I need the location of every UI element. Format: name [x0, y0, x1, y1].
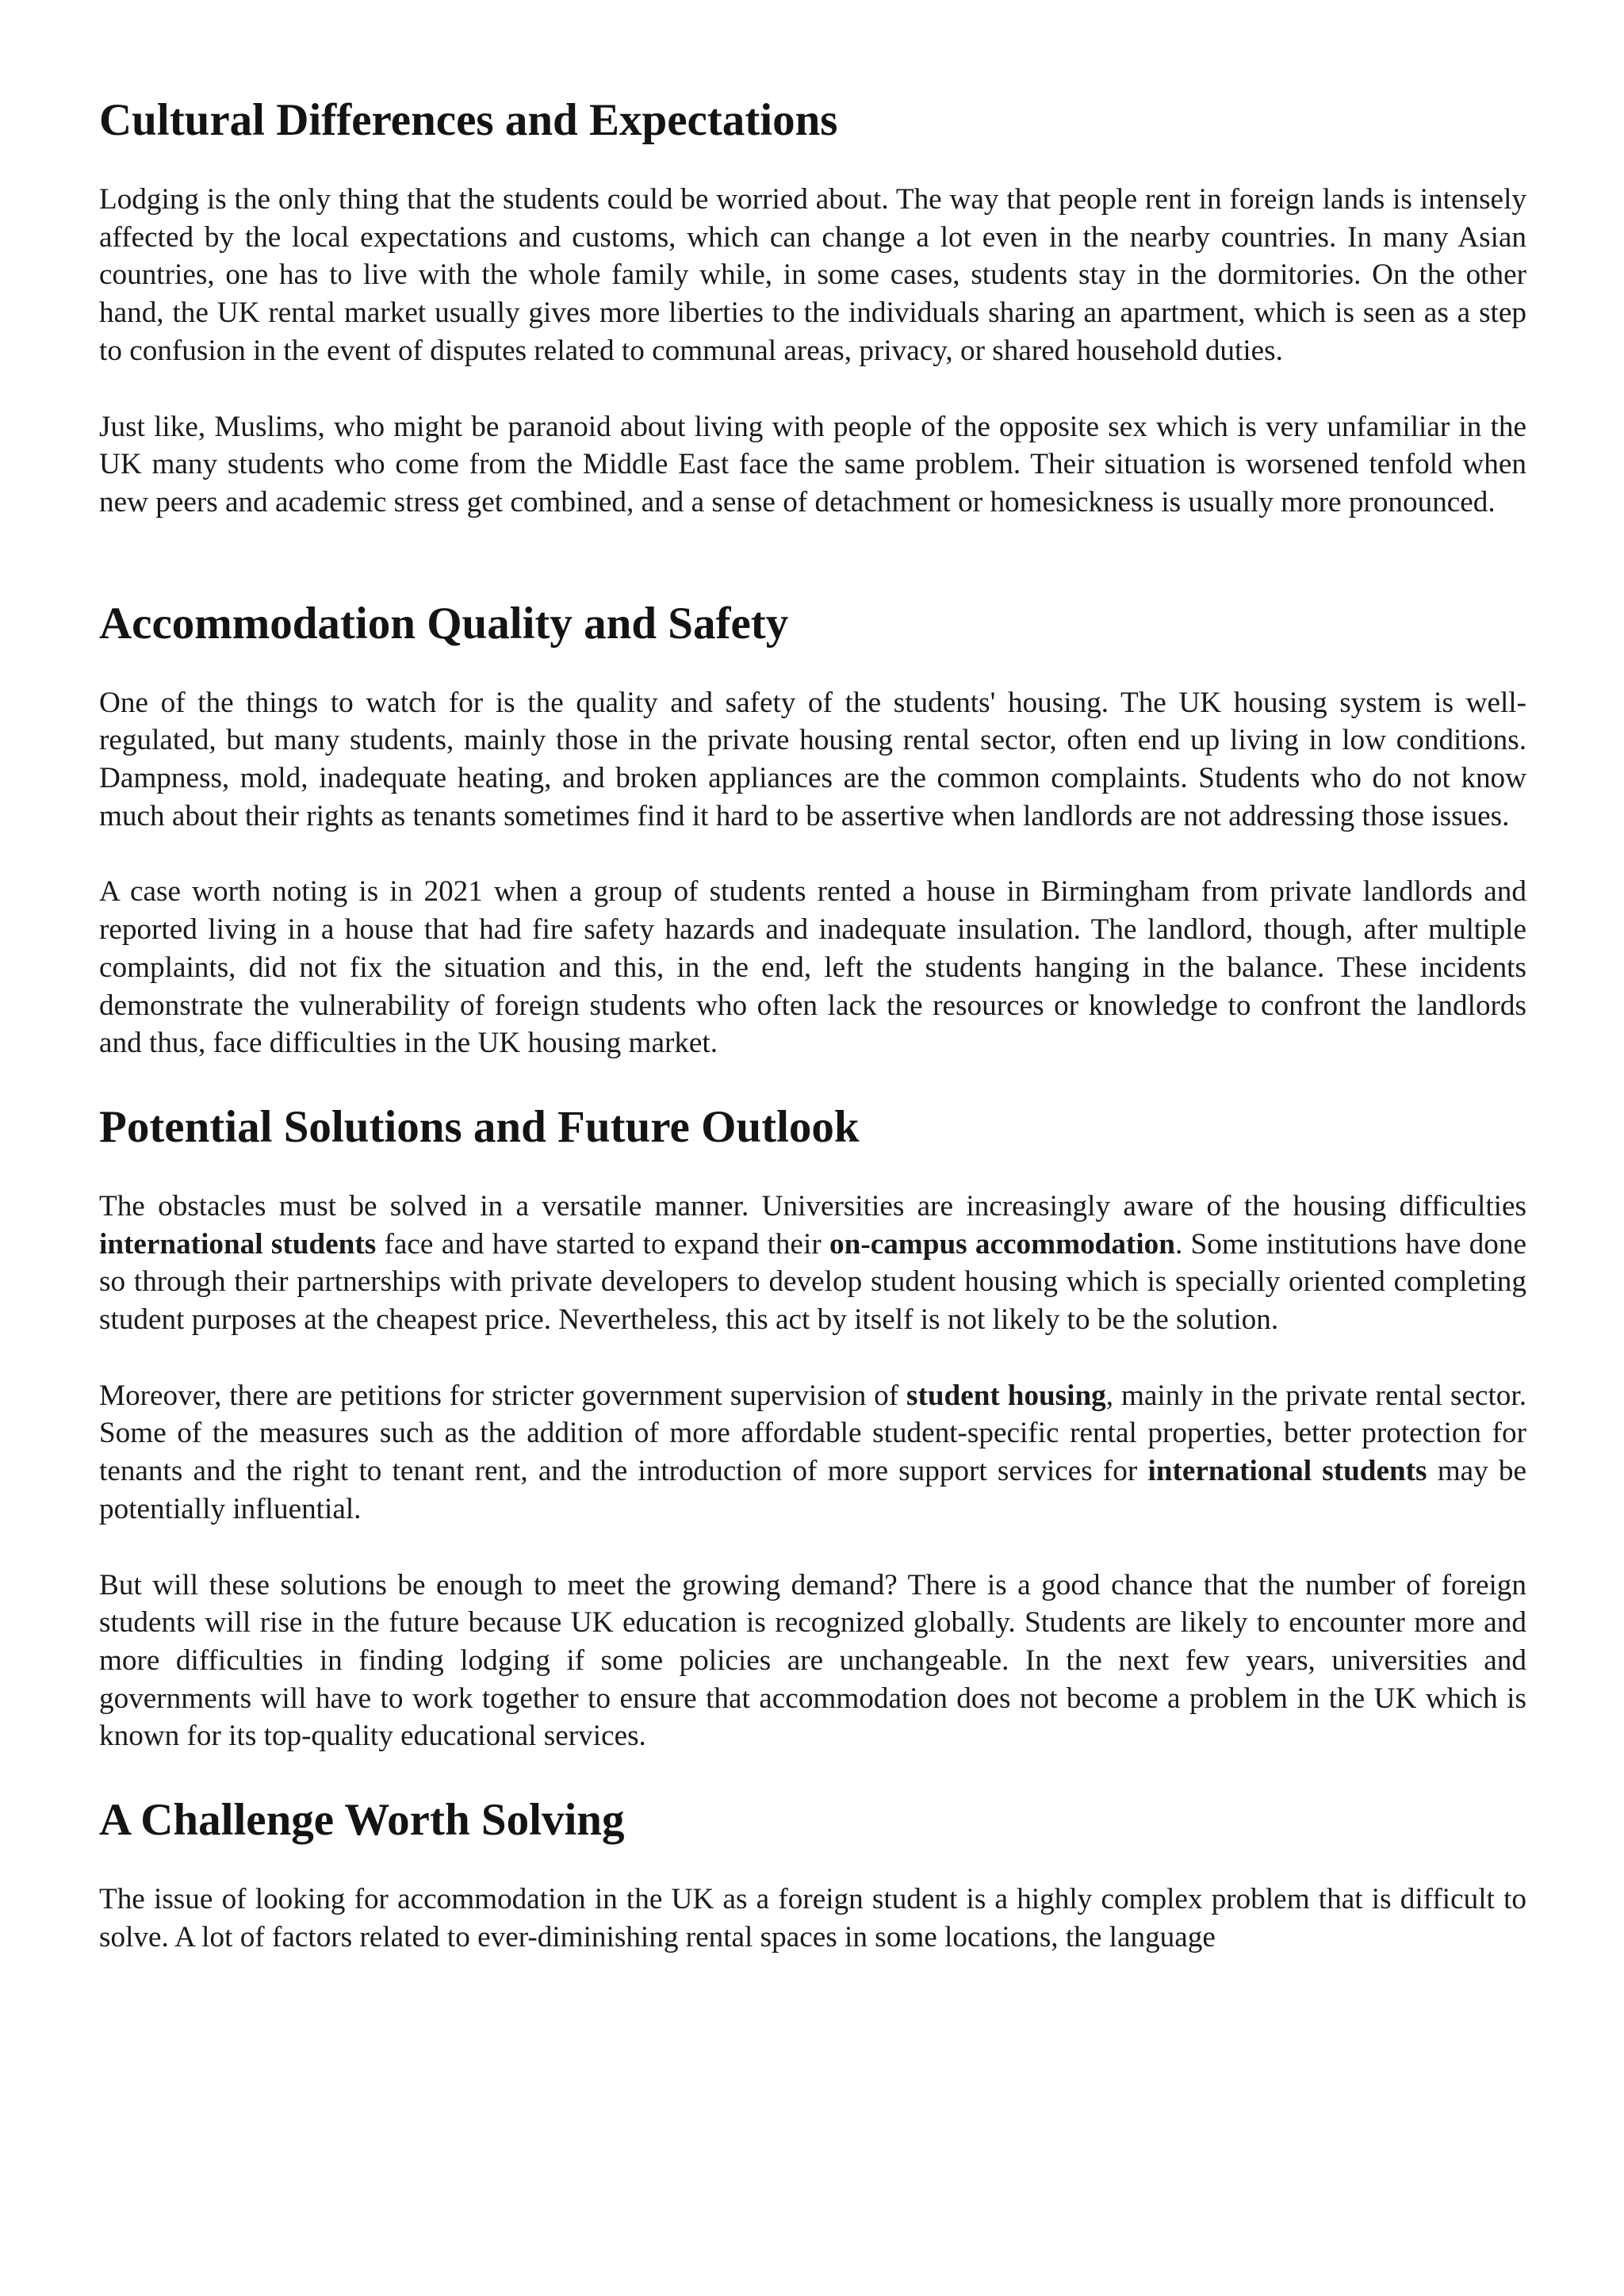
text-run: Moreover, there are petitions for stricter government supervision of	[99, 1379, 907, 1412]
section-heading: A Challenge Worth Solving	[99, 1795, 625, 1846]
section-potential-solutions	[99, 1100, 1526, 1755]
section-heading: Potential Solutions and Future Outlook	[99, 1101, 860, 1152]
text-run: The obstacles must be solved in a versatile manner. Universities are increasingly aware of the housing difficulties	[99, 1189, 1526, 1223]
paragraph: But will these solutions be enough to meet the growing demand? There is a good chance that the number of foreign students will rise in the future because UK education is recognized globally. Students are likely to encounter more and more difficulties in finding lodging if some policies are unchangeable. In the next few years, universities and governments will have to work together to ensure that accommodation does not become a problem in the UK which is known for its top-quality educational services.	[99, 1568, 1526, 1753]
paragraph: One of the things to watch for is the quality and safety of the students' housing. The UK housing system is well-regulated, but many students, mainly those in the private housing rental sector, often end up living in low conditions. Dampness, mold, inadequate heating, and broken appliances are the common complaints. Students who do not know much about their rights as tenants sometimes find it hard to be assertive when landlords are not addressing those issues.	[99, 686, 1526, 832]
section-heading: Cultural Differences and Expectations	[99, 95, 838, 145]
bold-term: international students	[99, 1227, 377, 1261]
paragraph: The issue of looking for accommodation in the UK as a foreign student is a highly complex problem that is difficult to solve. A lot of factors related to ever-diminishing rental spaces in some locations, the language	[99, 1883, 1526, 1954]
text-run: , mainly in the private rental sector. Some of the measures such as the addition of more affordable student-specific rental properties, better protection for tenants and the right to tenant rent, and the introduction of more support services for	[99, 1379, 1527, 1488]
section-accommodation-quality	[99, 597, 1526, 1062]
text-run: may be potentially influential.	[99, 1455, 1527, 1525]
section-challenge-worth-solving	[99, 1793, 1526, 1956]
bold-term: on-campus accommodation	[829, 1227, 1175, 1261]
bold-term: student housing	[906, 1379, 1106, 1412]
section-heading: Accommodation Quality and Safety	[99, 598, 789, 649]
paragraph: A case worth noting is in 2021 when a group of students rented a house in Birmingham from private landlords and reported living in a house that had fire safety hazards and inadequate insulation. The landlord, though, after multiple complaints, did not fix the situation and this, in the end, left the students hanging in the balance. These incidents demonstrate the vulnerability of foreign students who often lack the resources or knowledge to confront the landlords and thus, face difficulties in the UK housing market.	[99, 875, 1526, 1060]
text-run: face and have started to expand their	[376, 1227, 830, 1261]
paragraph: Just like, Muslims, who might be paranoid about living with people of the opposite sex which is very unfamiliar in the UK many students who come from the Middle East face the same problem. Their situation is worsened tenfold when new peers and academic stress get combined, and a sense of detachment or homesickness is usually more pronounced.	[99, 410, 1526, 519]
paragraph: Lodging is the only thing that the students could be worried about. The way that people rent in foreign lands is intensely affected by the local expectations and customs, which can change a lot even in the nearby countries. In many Asian countries, one has to live with the whole family while, in some cases, students stay in the dormitories. On the other hand, the UK rental market usually gives more liberties to the individuals sharing an apartment, which is seen as a step to confusion in the event of disputes related to communal areas, privacy, or shared household duties.	[99, 183, 1526, 367]
paragraph	[99, 1377, 1526, 1529]
paragraph	[99, 1188, 1526, 1339]
text-run: . Some institutions have done so through their partnerships with private developers to develop student housing which is specially oriented completing student purposes at the cheapest price. Nevertheless, this act by itself is not likely to be the solution.	[99, 1227, 1526, 1337]
bold-term: international students	[1147, 1455, 1427, 1488]
section-cultural-differences	[99, 94, 1526, 522]
